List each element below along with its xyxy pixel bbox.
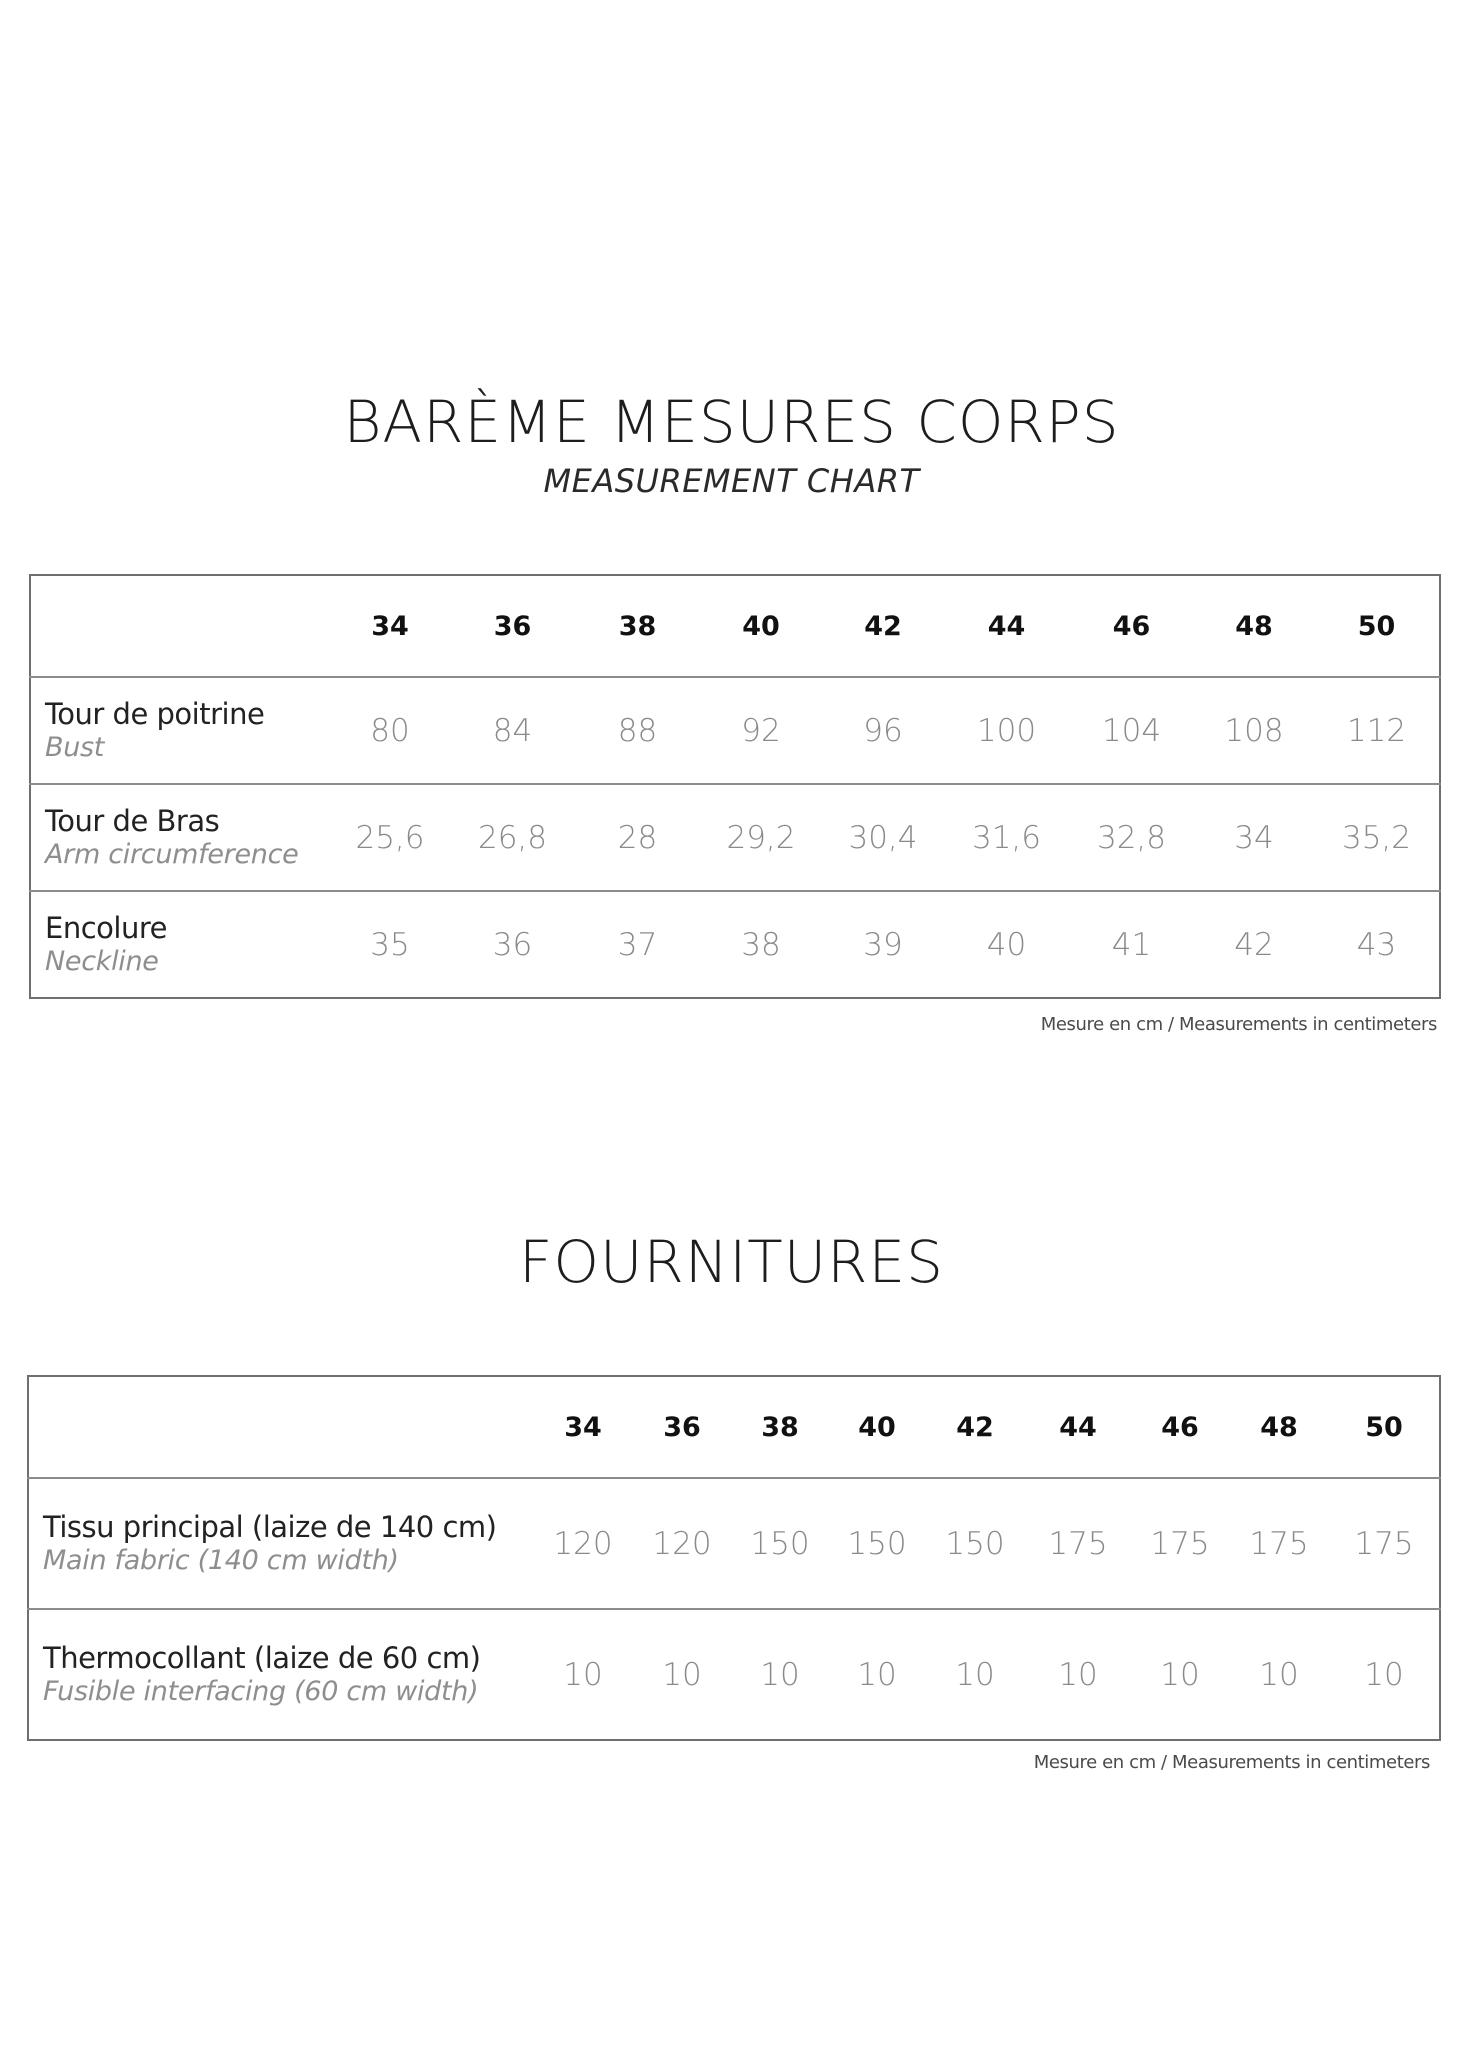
- measurement-chart-subtitle: MEASUREMENT CHART: [543, 462, 920, 500]
- table-cell: 26,8: [450, 784, 575, 891]
- size-header: 46: [1112, 610, 1151, 642]
- table-row: [30, 784, 1440, 891]
- size-header: 36: [493, 610, 532, 642]
- size-header: 34: [371, 610, 409, 642]
- table-cell: 150: [925, 1478, 1025, 1609]
- table-cell: 36: [450, 891, 575, 998]
- table-cell: 10: [1025, 1609, 1131, 1740]
- table-cell: 175: [1229, 1478, 1329, 1609]
- table-cell: 28: [575, 784, 700, 891]
- size-header: 36: [663, 1411, 701, 1443]
- row-label-en: Arm circumference: [45, 838, 299, 870]
- size-header: 48: [1260, 1411, 1298, 1443]
- row-label-en: Main fabric (140 cm width): [43, 1544, 399, 1576]
- table-cell: 10: [1229, 1609, 1329, 1740]
- table-cell: 88: [575, 677, 700, 784]
- size-header: 44: [987, 610, 1026, 642]
- row-label-fr: Tissu principal (laize de 140 cm): [43, 1510, 497, 1545]
- table-cell: 96: [822, 677, 944, 784]
- table-cell: 34: [1194, 784, 1314, 891]
- row-label-en: Bust: [45, 731, 105, 763]
- size-header: 38: [761, 1411, 799, 1443]
- size-header: 38: [618, 610, 657, 642]
- table-cell: 41: [1069, 891, 1194, 998]
- table-cell: 80: [330, 677, 450, 784]
- size-header: 44: [1059, 1411, 1097, 1443]
- row-label: [28, 1609, 533, 1740]
- header-corner: [30, 575, 330, 677]
- table-row: [28, 1478, 1440, 1609]
- row-label-fr: Tour de Bras: [45, 804, 220, 839]
- supplies-table: [27, 1375, 1441, 1741]
- table-cell: 104: [1069, 677, 1194, 784]
- table-cell: 10: [925, 1609, 1025, 1740]
- row-label-fr: Tour de poitrine: [45, 697, 265, 732]
- table-cell: 35,2: [1314, 784, 1440, 891]
- table-cell: 150: [829, 1478, 925, 1609]
- supplies-title: FOURNITURES: [519, 1228, 944, 1296]
- header-corner: [28, 1376, 533, 1478]
- table-cell: 150: [731, 1478, 829, 1609]
- table-cell: 31,6: [944, 784, 1069, 891]
- row-label-en: Neckline: [45, 945, 159, 977]
- table-cell: 10: [633, 1609, 731, 1740]
- table-cell: 100: [944, 677, 1069, 784]
- table-cell: 120: [533, 1478, 633, 1609]
- row-label: [28, 1478, 533, 1609]
- table-cell: 175: [1025, 1478, 1131, 1609]
- table-row: [30, 677, 1440, 784]
- table-cell: 39: [822, 891, 944, 998]
- table-cell: 10: [1329, 1609, 1440, 1740]
- table-cell: 42: [1194, 891, 1314, 998]
- table-cell: 37: [575, 891, 700, 998]
- row-label-en: Fusible interfacing (60 cm width): [43, 1675, 479, 1707]
- table-cell: 175: [1131, 1478, 1229, 1609]
- size-header: 34: [564, 1411, 602, 1443]
- units-note: Mesure en cm / Measurements in centimeters: [1033, 1752, 1430, 1773]
- table-cell: 38: [700, 891, 822, 998]
- row-label-fr: Encolure: [45, 911, 167, 946]
- table-row: [28, 1609, 1440, 1740]
- size-header: 42: [956, 1411, 994, 1443]
- table-cell: 10: [731, 1609, 829, 1740]
- units-note: Mesure en cm / Measurements in centimeters: [1040, 1014, 1437, 1035]
- table-cell: 175: [1329, 1478, 1440, 1609]
- size-header: 50: [1357, 610, 1396, 642]
- table-row: [30, 891, 1440, 998]
- table-cell: 35: [330, 891, 450, 998]
- size-header: 48: [1235, 610, 1273, 642]
- table-cell: 25,6: [330, 784, 450, 891]
- row-label-fr: Thermocollant (laize de 60 cm): [43, 1641, 481, 1676]
- measurement-chart-title: BARÈME MESURES CORPS: [343, 388, 1120, 456]
- table-cell: 40: [944, 891, 1069, 998]
- size-header: 46: [1161, 1411, 1199, 1443]
- table-cell: 92: [700, 677, 822, 784]
- size-header: 50: [1365, 1411, 1403, 1443]
- row-label: [30, 891, 330, 998]
- row-label: [30, 784, 330, 891]
- table-cell: 10: [1131, 1609, 1229, 1740]
- size-header: 40: [858, 1411, 896, 1443]
- table-cell: 43: [1314, 891, 1440, 998]
- measurement-table: [29, 574, 1441, 999]
- table-cell: 29,2: [700, 784, 822, 891]
- row-label: [30, 677, 330, 784]
- table-cell: 10: [829, 1609, 925, 1740]
- size-header-row: [28, 1376, 1440, 1478]
- table-cell: 30,4: [822, 784, 944, 891]
- table-cell: 120: [633, 1478, 731, 1609]
- table-cell: 112: [1314, 677, 1440, 784]
- table-cell: 32,8: [1069, 784, 1194, 891]
- table-cell: 108: [1194, 677, 1314, 784]
- size-header: 42: [864, 610, 902, 642]
- size-header: 40: [742, 610, 780, 642]
- size-header-row: [30, 575, 1440, 677]
- table-cell: 84: [450, 677, 575, 784]
- table-cell: 10: [533, 1609, 633, 1740]
